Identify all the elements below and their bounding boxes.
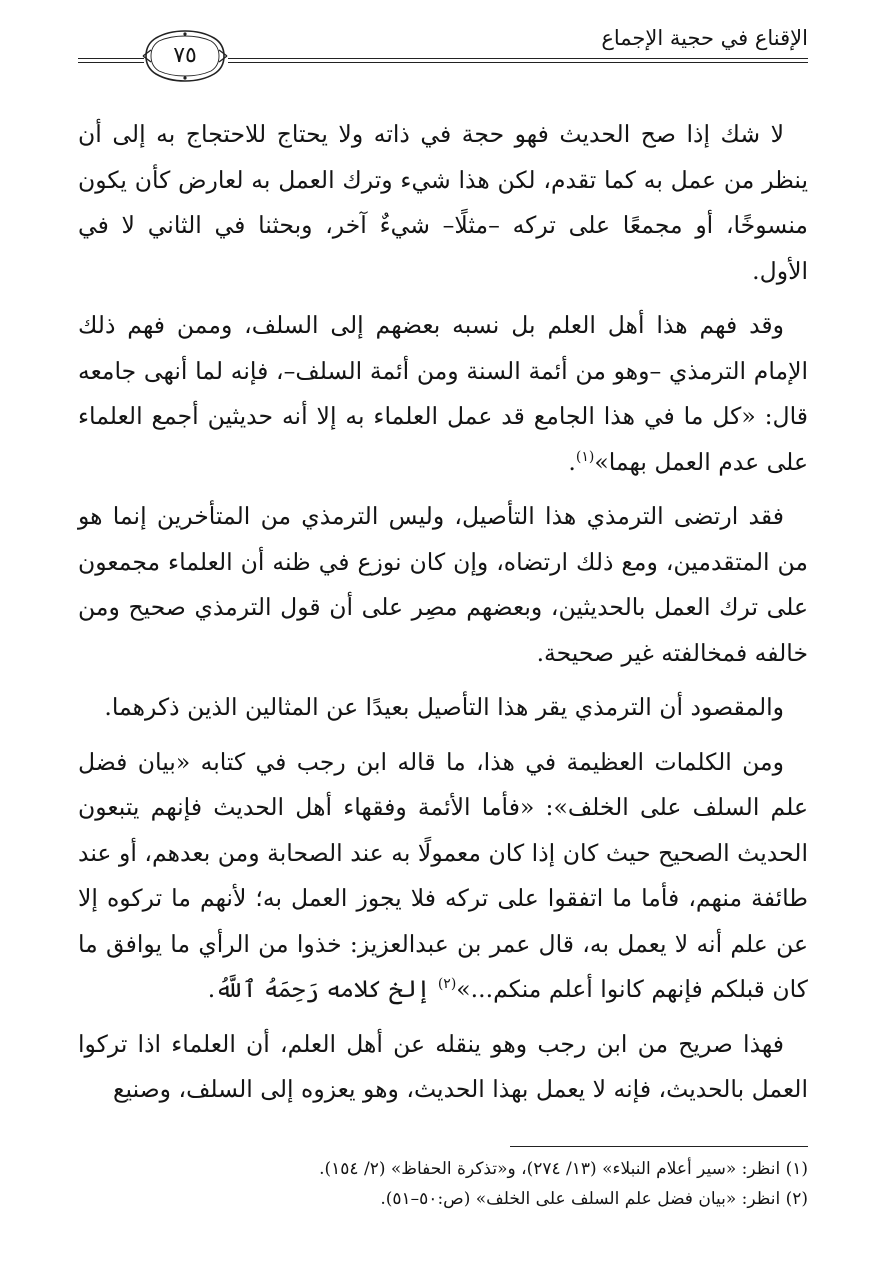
page-number-badge [142, 30, 228, 82]
footnotes [78, 1154, 808, 1214]
footnote-item: (٢) انظر: «بيان فضل علم السلف على الخلف» (ص:٥٠–٥١). [380, 1189, 808, 1209]
paragraph: والمقصود أن الترمذي يقر هذا التأصيل بعيدًا عن المثالين الذين ذكرهما. [104, 693, 784, 721]
paragraph: لا شك إذا صح الحديث فهو حجة في ذاته ولا يحتاج للاحتجاج به إلى أن ينظر من عمل به كما تقدم، لكن هذا شيء وترك العمل به لعارض كأن يكون منسوخًا، أو مجمعًا على تركه –مثلًا– شيءٌ آخر، وبحثنا في الثاني لا في الأول. [78, 120, 808, 285]
running-title: الإقناع في حجية الإجماع [601, 26, 808, 50]
paragraph: ومن الكلمات العظيمة في هذا، ما قاله ابن رجب في كتابه «بيان فضل علم السلف على الخلف»: «فأما الأئمة وفقهاء أهل الحديث فإنهم يتبعون الحديث الصحيح حيث كان إذا كان معمولًا به عند الصحابة ومن بعدهم، أو عند طائفة منهم، فأما ما اتفقوا على تركه فلا يجوز العمل به؛ لأنهم ما تركوه إلا عن علم أنه لا يعمل به، قال عمر بن عبدالعزيز: خذوا من الرأي ما يوافق ما كان قبلكم فإنهم كانوا أعلم منكم...»$^{(٢)}$ إلخ كلامه رَحِمَهُ ٱللَّهُ. [78, 747, 808, 1003]
paragraph: وقد فهم هذا أهل العلم بل نسبه بعضهم إلى السلف، وممن فهم ذلك الإمام الترمذي –وهو من أئمة السنة ومن أئمة السلف–، فإنه لما أنهى جامعه قال: «كل ما في هذا الجامع قد عمل العلماء به إلا أنه حديثين أجمع العلماء على عدم العمل بهما»$^{(١)}$. [78, 311, 808, 476]
footnote-ref[interactable]: (٢) [437, 976, 457, 993]
paragraph: فهذا صريح من ابن رجب وهو ينقله عن أهل العلم، أن العلماء اذا تركوا العمل بالحديث، فإنه لا يعمل بهذا الحديث، وهو يعزوه إلى السلف، وصنيع [78, 1029, 808, 1103]
footnote-item: (١) انظر: «سير أعلام النبلاء» (١٣/ ٢٧٤)، و«تذكرة الحفاظ» (٢/ ١٥٤). [319, 1159, 808, 1179]
page-header [0, 0, 886, 80]
header-rule-left [78, 58, 144, 63]
page-number: ٧٥ [173, 43, 197, 68]
footnote-separator [510, 1146, 808, 1147]
header-rule-right [228, 58, 808, 63]
paragraph: فقد ارتضى الترمذي هذا التأصيل، وليس الترمذي من المتأخرين إنما هو من المتقدمين، ومع ذلك ارتضاه، وإن كان نوزع في ظنه أن العلماء مجمعون على ترك العمل بالحديثين، وبعضهم مصِر على أن قول الترمذي صحيح ومن خالفه فمخالفته غير صحيحة. [78, 502, 808, 667]
main-text [78, 112, 808, 1122]
footnote-ref[interactable]: (١) [575, 448, 595, 465]
